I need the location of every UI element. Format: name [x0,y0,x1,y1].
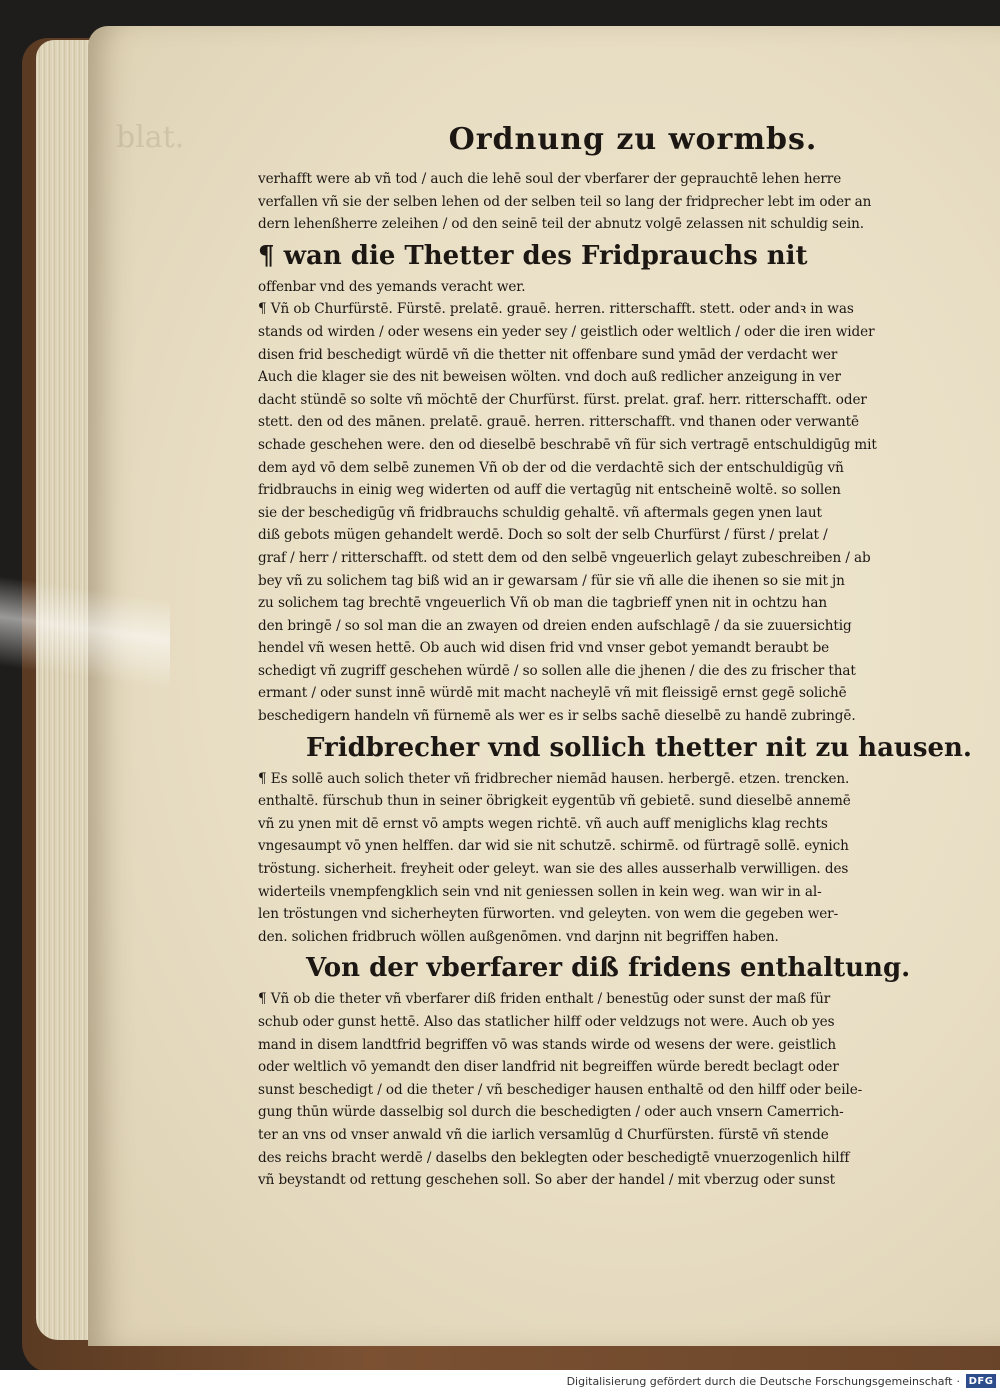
text-line: bey vñ zu solichem tag biß wid an ir gewarsam / für sie vñ alle die ihenen so sie mit jn [258,572,845,589]
text-line: vñ zu ynen mit dē ernst vō ampts wegen richtē. vñ auch auff meniglichs klag rechts [258,815,828,832]
text-line: disen frid beschedigt würdē vñ die thetter nit offenbare sund ymād der verdacht wer [258,346,838,363]
page-text-block [258,112,972,1192]
paragraph [258,168,948,236]
text-line: beschedigern handeln vñ fürnemē als wer es ir selbs sachē dieselbē zu handē zubringē. [258,708,856,725]
text-line: len tröstungen vnd sicherheyten fürworten. vnd geleyten. von wem die gegeben wer- [258,906,839,923]
text-line: den bringē / so sol man die an zwayen od dreien enden aufschlagē / da sie zuuersichtig [258,617,852,634]
text-line: fridbrauchs in einig weg widerten od auff die vertagūg nit entscheinē woltē. so sollen [258,482,841,499]
paragraph [258,768,948,949]
text-line: gung thūn würde dasselbig sol durch die beschedigten / oder auch vnsern Camerrich- [258,1104,844,1121]
text-line: dacht stündē so solte vñ möchtē der Churfürst. fürst. prelat. graf. herr. ritterschafft. oder [258,391,867,408]
footer-bar [0,1370,1000,1392]
text-line: dern lehenßherre zeleihen / od den seinē teil der abnutz volgē zelassen nit schuldig sein. [258,216,864,233]
text-line: Auch die klager sie des nit beweisen wölten. vnd doch auß redlicher anzeigung in ver [258,369,841,386]
dfg-logo: DFG [966,1374,996,1388]
text-line: verfallen vñ sie der selben lehen od der selben teil so lang der fridprecher lebt im oder an [258,193,872,210]
text-line: ¶ Vñ ob Churfürstē. Fürstē. prelatē. grauē. herren. ritterschafft. stett. oder andꝛ in was [258,301,854,318]
paragraphs [258,168,972,1192]
text-line: des reichs bracht werdē / daselbs den beklegten oder beschedigtē vnuerzogenlich hilff [258,1149,850,1166]
text-line: schub oder gunst hettē. Also das statlicher hilff oder veldzugs not were. Auch ob yes [258,1014,835,1030]
text-line: sie der beschedigūg vñ fridbrauchs schuldig gehaltē. vñ aftermals gegen ynen laut [258,504,822,521]
footer-separator: · [956,1374,960,1388]
section-heading: Fridbrecher vnd sollich thetter nit zu hausen. [306,732,972,763]
text-line: stett. den od des mānen. prelatē. grauē. herren. ritterschafft. vnd thanen oder verwantē [258,414,859,431]
text-line: schade geschehen were. den od dieselbē beschrabē vñ für sich vertragē entschuldigūg mit [258,436,877,453]
page-header: Ordnung zu wormbs. [448,122,818,157]
text-line: graf / herr / ritterschafft. od stett dem od den selbē vngeuerlich gelayt zubeschreiben / ab [258,549,871,566]
text-line: vñ beystandt od rettung geschehen soll. So aber der handel / mit vberzug oder sunst [258,1172,835,1189]
show-through-text: blat. [116,120,185,155]
text-line: stands od wirden / oder wesens ein yeder sey / geistlich oder weltlich / oder die iren wider [258,323,875,340]
text-line: dem ayd vō dem selbē zunemen Vñ ob der od die verdachtē sich der entschuldigūg vñ [258,459,844,476]
text-line: ¶ Vñ ob die theter vñ vberfarer diß friden enthalt / benestūg oder sunst der maß für [258,991,831,1008]
section-heading: Von der vberfarer diß fridens enthaltung. [306,953,911,984]
funding-note: Digitalisierung gefördert durch die Deutsche Forschungsgemeinschaft [566,1374,953,1388]
text-line: widerteils vnempfengklich sein vnd nit geniessen sollen in kein weg. wan wir in al- [258,883,822,900]
text-line: ¶ Es sollē auch solich theter vñ fridbrecher niemād hausen. herbergē. etzen. trencken. [258,770,850,787]
text-line: tröstung. sicherheit. freyheit oder geleyt. wan sie des alles ausserhalb verwilligen. des [258,861,849,878]
text-line: vngesaumpt vō ynen helffen. dar wid sie nit schutzē. schirmē. od fürtragē sollē. eynich [258,838,849,855]
text-line: den. solichen fridbruch wöllen außgenōmen. vnd darjnn nit begriffen haben. [258,928,779,945]
section-heading: ¶ wan die Thetter des Fridprauchs nit [258,240,808,271]
text-line: diß gebots mügen gehandelt werdē. Doch so solt der selb Churfürst / fürst / prelat / [258,527,828,544]
text-line: schedigt vñ zugriff geschehen würdē / so sollen alle die jhenen / die des zu frischer that [258,662,856,679]
text-line: verhafft were ab vñ tod / auch die lehē soul der vberfarer der geprauchtē lehen herre [258,171,842,187]
paragraph [258,988,948,1191]
text-line: hendel vñ wesen hettē. Ob auch wid disen frid vnd vnser gebot yemandt beraubt be [258,640,830,657]
text-line: mand in disem landtfrid begriffen vō was stands wirde od wesens der were. geistlich [258,1036,836,1053]
paragraph [258,298,948,727]
paragraph [258,276,948,299]
text-line: ter an vns od vnser anwald vñ die iarlich versamlūg d Churfürsten. fürstē vñ stende [258,1126,829,1143]
text-line: ermant / oder sunst innē würdē mit macht nacheylē vñ mit fleissigē ernst gegē solichē [258,685,847,702]
text-line: sunst beschedigt / od die theter / vñ beschediger hausen enthaltē od den hilff oder beile- [258,1081,863,1098]
text-line: zu solichem tag brechtē vngeuerlich Vñ ob man die tagbrieff ynen nit in ochtzu han [258,595,827,612]
text-line: oder weltlich vō yemandt den diser landfrid nit begreiffen würde beredt beclagt oder [258,1059,839,1076]
text-line: enthaltē. fürschub thun in seiner öbrigkeit eygentūb vñ gebietē. sund dieselbē annemē [258,793,851,810]
text-line: offenbar vnd des yemands veracht wer. [258,278,526,295]
